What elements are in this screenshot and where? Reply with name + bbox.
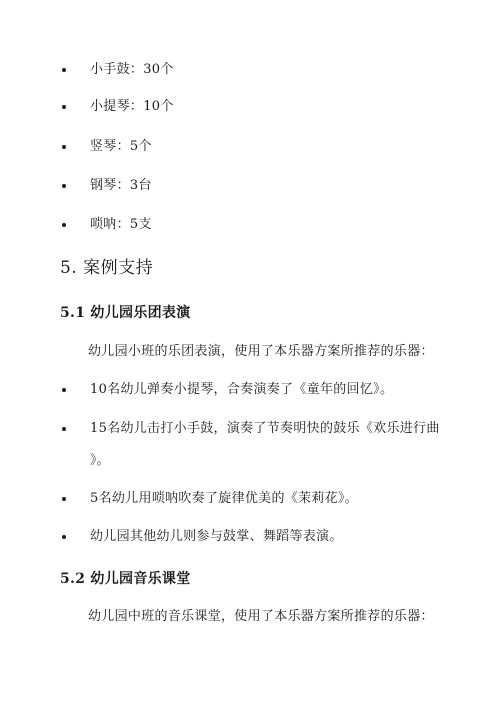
bullet-icon [62, 145, 66, 149]
section-heading: 5. 案例支持 [60, 258, 154, 278]
list-item-text: 10名幼儿弹奏小提琴，合奏演奏了《童年的回忆》。 [90, 382, 394, 397]
list-item [72, 61, 174, 79]
list-item [72, 528, 343, 546]
list-item [72, 216, 152, 234]
bullet-icon [62, 68, 66, 72]
list-item-text: 钢琴：3台 [90, 178, 152, 193]
list-item-text: 唢呐：5支 [90, 217, 152, 232]
list-item [72, 98, 174, 116]
subsection-heading: 5.2 幼儿园音乐课堂 [60, 571, 191, 587]
bullet-icon [62, 223, 66, 227]
list-item-text: 15名幼儿击打小手鼓，演奏了节奏明快的鼓乐《欢乐进行曲 [90, 421, 440, 436]
paragraph: 幼儿园中班的音乐课堂，使用了本乐器方案所推荐的乐器： [88, 609, 434, 624]
paragraph: 幼儿园小班的乐团表演，使用了本乐器方案所推荐的乐器： [88, 344, 434, 359]
list-item-text: 5名幼儿用唢呐吹奏了旋律优美的《茉莉花》。 [90, 491, 359, 506]
list-item [72, 381, 393, 399]
bullet-icon [62, 388, 66, 392]
bullet-icon [62, 105, 66, 109]
list-item-text: 幼儿园其他幼儿则参与鼓掌、舞蹈等表演。 [90, 529, 343, 544]
bullet-icon [62, 497, 66, 501]
list-item [72, 138, 152, 156]
list-item-text: 小手鼓：30个 [90, 62, 174, 77]
bullet-icon [62, 535, 66, 539]
list-item-continuation: 》。 [90, 453, 110, 468]
list-item [72, 490, 358, 508]
bullet-icon [62, 184, 66, 188]
bullet-icon [62, 427, 66, 431]
list-item-text: 小提琴：10个 [90, 99, 174, 114]
list-item-text: 竖琴：5个 [90, 139, 152, 154]
subsection-heading: 5.1 幼儿园乐团表演 [60, 305, 191, 321]
list-item [72, 420, 440, 438]
list-item [72, 177, 152, 195]
